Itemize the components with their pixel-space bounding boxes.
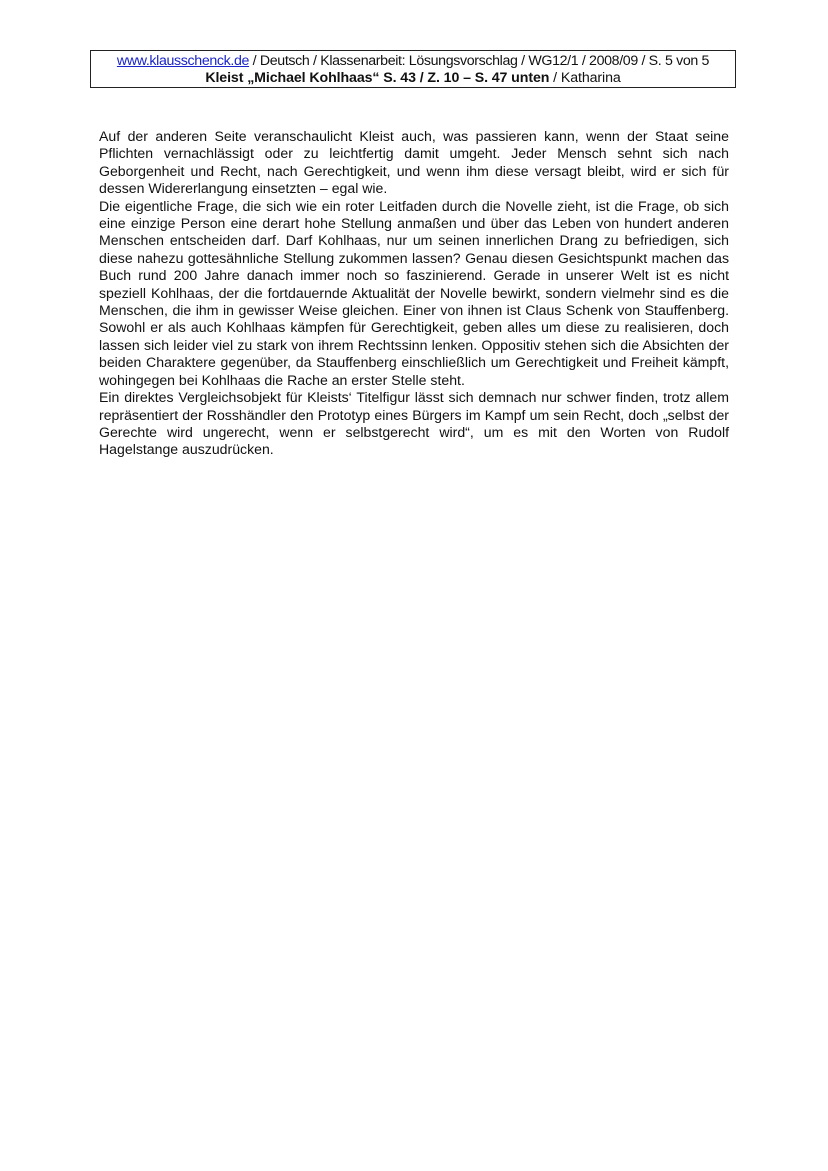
- header-line-2: [91, 70, 735, 87]
- website-link[interactable]: www.klausschenck.de: [116, 53, 250, 69]
- paragraph-2: Die eigentliche Frage, die sich wie ein roter Leitfaden durch die Novelle zieht, ist die Frage, ob sich eine einzige Person eine derart hohe Stellung anmaßen und über das Leben von hundert anderen Menschen entscheiden darf. Darf Kohlhaas, nur um seinen innerlichen Drang zu befriedigen, sich diese nahezu gottesähnliche Stellung zukommen lassen? Genau diesen Gesichtspunkt machen das Buch rund 200 Jahre danach immer noch so faszinierend. Gerade in unserer Welt ist es nicht speziell Kohlhaas, der die fortdauernde Aktualität der Novelle bewirkt, sondern vielmehr sind es die Menschen, die ihm in gewisser Weise gleichen. Einer von ihnen ist Claus Schenk von Stauffenberg. Sowohl er als auch Kohlhaas kämpfen für Gerechtigkeit, geben alles um diese zu realisieren, doch lassen sich leider viel zu stark von ihrem Rechtssinn lenken. Oppositiv stehen sich die Absichten der beiden Charaktere gegenüber, da Stauffenberg einschließlich um Gerechtigkeit und Freiheit kämpft, wohingegen bei Kohlhaas die Rache an erster Stelle steht.: [99, 197, 729, 388]
- author-name: / Katharina: [549, 70, 621, 86]
- paragraph-3: Ein direktes Vergleichsobjekt für Kleists‘ Titelfigur lässt sich demnach nur schwer finden, trotz allem repräsentiert der Rosshändler den Prototyp eines Bürgers im Kampf um sein Recht, doch „selbst der Gerechte wird ungerecht, wenn er selbstgerecht wird“, um es mit den Worten von Rudolf Hagelstange auszudrücken.: [99, 389, 729, 458]
- header-line-1: [91, 53, 735, 70]
- header-breadcrumb: / Deutsch / Klassenarbeit: Lösungsvorschlag / WG12/1 / 2008/09 / S. 5 von 5: [249, 53, 710, 69]
- page-header: [90, 50, 736, 88]
- paragraph-1: Auf der anderen Seite veranschaulicht Kleist auch, was passieren kann, wenn der Staat seine Pflichten vernachlässigt oder zu leichtfertig damit umgeht. Jeder Mensch sehnt sich nach Geborgenheit und Recht, nach Gerechtigkeit, und wenn ihm diese versagt bleibt, wird er sich für dessen Widererlangung einsetzten – egal wie.: [99, 128, 729, 197]
- document-title: Kleist „Michael Kohlhaas“ S. 43 / Z. 10 – S. 47 unten: [205, 70, 550, 86]
- document-body: [99, 128, 729, 459]
